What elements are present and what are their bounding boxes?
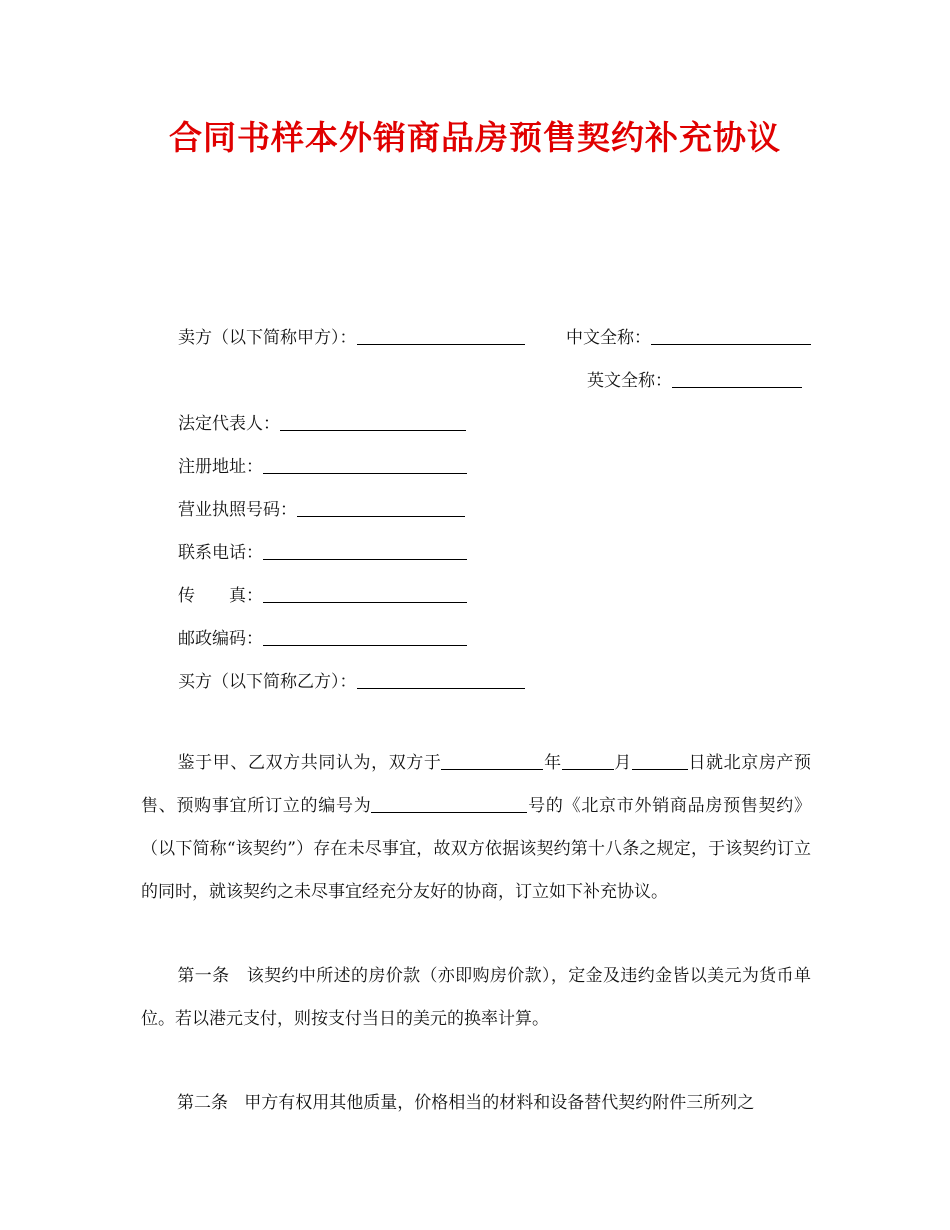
article-2-number: 第二条	[177, 1093, 228, 1113]
en-name-label: 英文全称：	[587, 371, 672, 391]
preamble-text-4: 日就北京房产预售、预购事宜所订立的编号为	[141, 753, 812, 816]
article-1	[141, 955, 811, 1041]
article-2-text: 甲方有权用其他质量，价格相当的材料和设备替代契约附件三所列之	[244, 1093, 755, 1113]
preamble-text-1: 鉴于甲、乙双方共同认为，双方于	[177, 753, 442, 773]
postal-label: 邮政编码：	[178, 629, 263, 649]
article-2	[141, 1082, 811, 1125]
en-name-line	[587, 369, 802, 393]
license-line	[178, 498, 465, 522]
preamble-paragraph	[141, 742, 811, 914]
license-label: 营业执照号码：	[178, 500, 297, 520]
buyer-blank[interactable]	[357, 670, 525, 689]
address-line	[178, 455, 467, 479]
postal-blank[interactable]	[263, 627, 467, 646]
month-blank[interactable]	[562, 751, 614, 770]
seller-blank[interactable]	[357, 326, 525, 345]
phone-label: 联系电话：	[178, 543, 263, 563]
phone-line	[178, 541, 467, 565]
license-blank[interactable]	[297, 498, 465, 517]
en-name-blank[interactable]	[672, 369, 802, 388]
article-1-number: 第一条	[177, 966, 230, 986]
legal-rep-label: 法定代表人：	[178, 414, 280, 434]
article-1-text: 该契约中所述的房价款（亦即购房价款），定金及违约金皆以美元为货币单位。若以港元支付，则按支付当日的美元的换率计算。	[141, 966, 811, 1029]
document-title: 合同书样本外销商品房预售契约补充协议	[169, 118, 781, 157]
address-label: 注册地址：	[178, 457, 263, 477]
day-blank[interactable]	[632, 751, 688, 770]
phone-blank[interactable]	[263, 541, 467, 560]
buyer-label: 买方（以下简称乙方）：	[178, 672, 357, 692]
preamble-text-3: 月	[613, 753, 632, 773]
seller-line	[178, 326, 525, 350]
address-blank[interactable]	[263, 455, 467, 474]
legal-rep-line	[178, 412, 466, 436]
postal-line	[178, 627, 467, 651]
year-blank[interactable]	[441, 751, 543, 770]
preamble-text-5: 号的《北京市外销商品房预售契约》（以下简称“该契约”）存在未尽事宜，故双方依据该契约第十八条之规定，于该契约订立的同时，就该契约之未尽事宜经充分友好的协商，订立如下补充协议。	[141, 796, 812, 902]
cn-name-line	[566, 326, 811, 350]
fax-blank[interactable]	[263, 584, 467, 603]
buyer-line	[178, 670, 525, 694]
legal-rep-blank[interactable]	[280, 412, 466, 431]
contract-number-blank[interactable]	[371, 794, 527, 813]
cn-name-blank[interactable]	[651, 326, 811, 345]
cn-name-label: 中文全称：	[566, 328, 651, 348]
seller-label: 卖方（以下简称甲方）：	[178, 328, 357, 348]
fax-line	[178, 584, 467, 608]
fax-label: 传 真：	[178, 586, 263, 606]
preamble-text-2: 年	[543, 753, 562, 773]
